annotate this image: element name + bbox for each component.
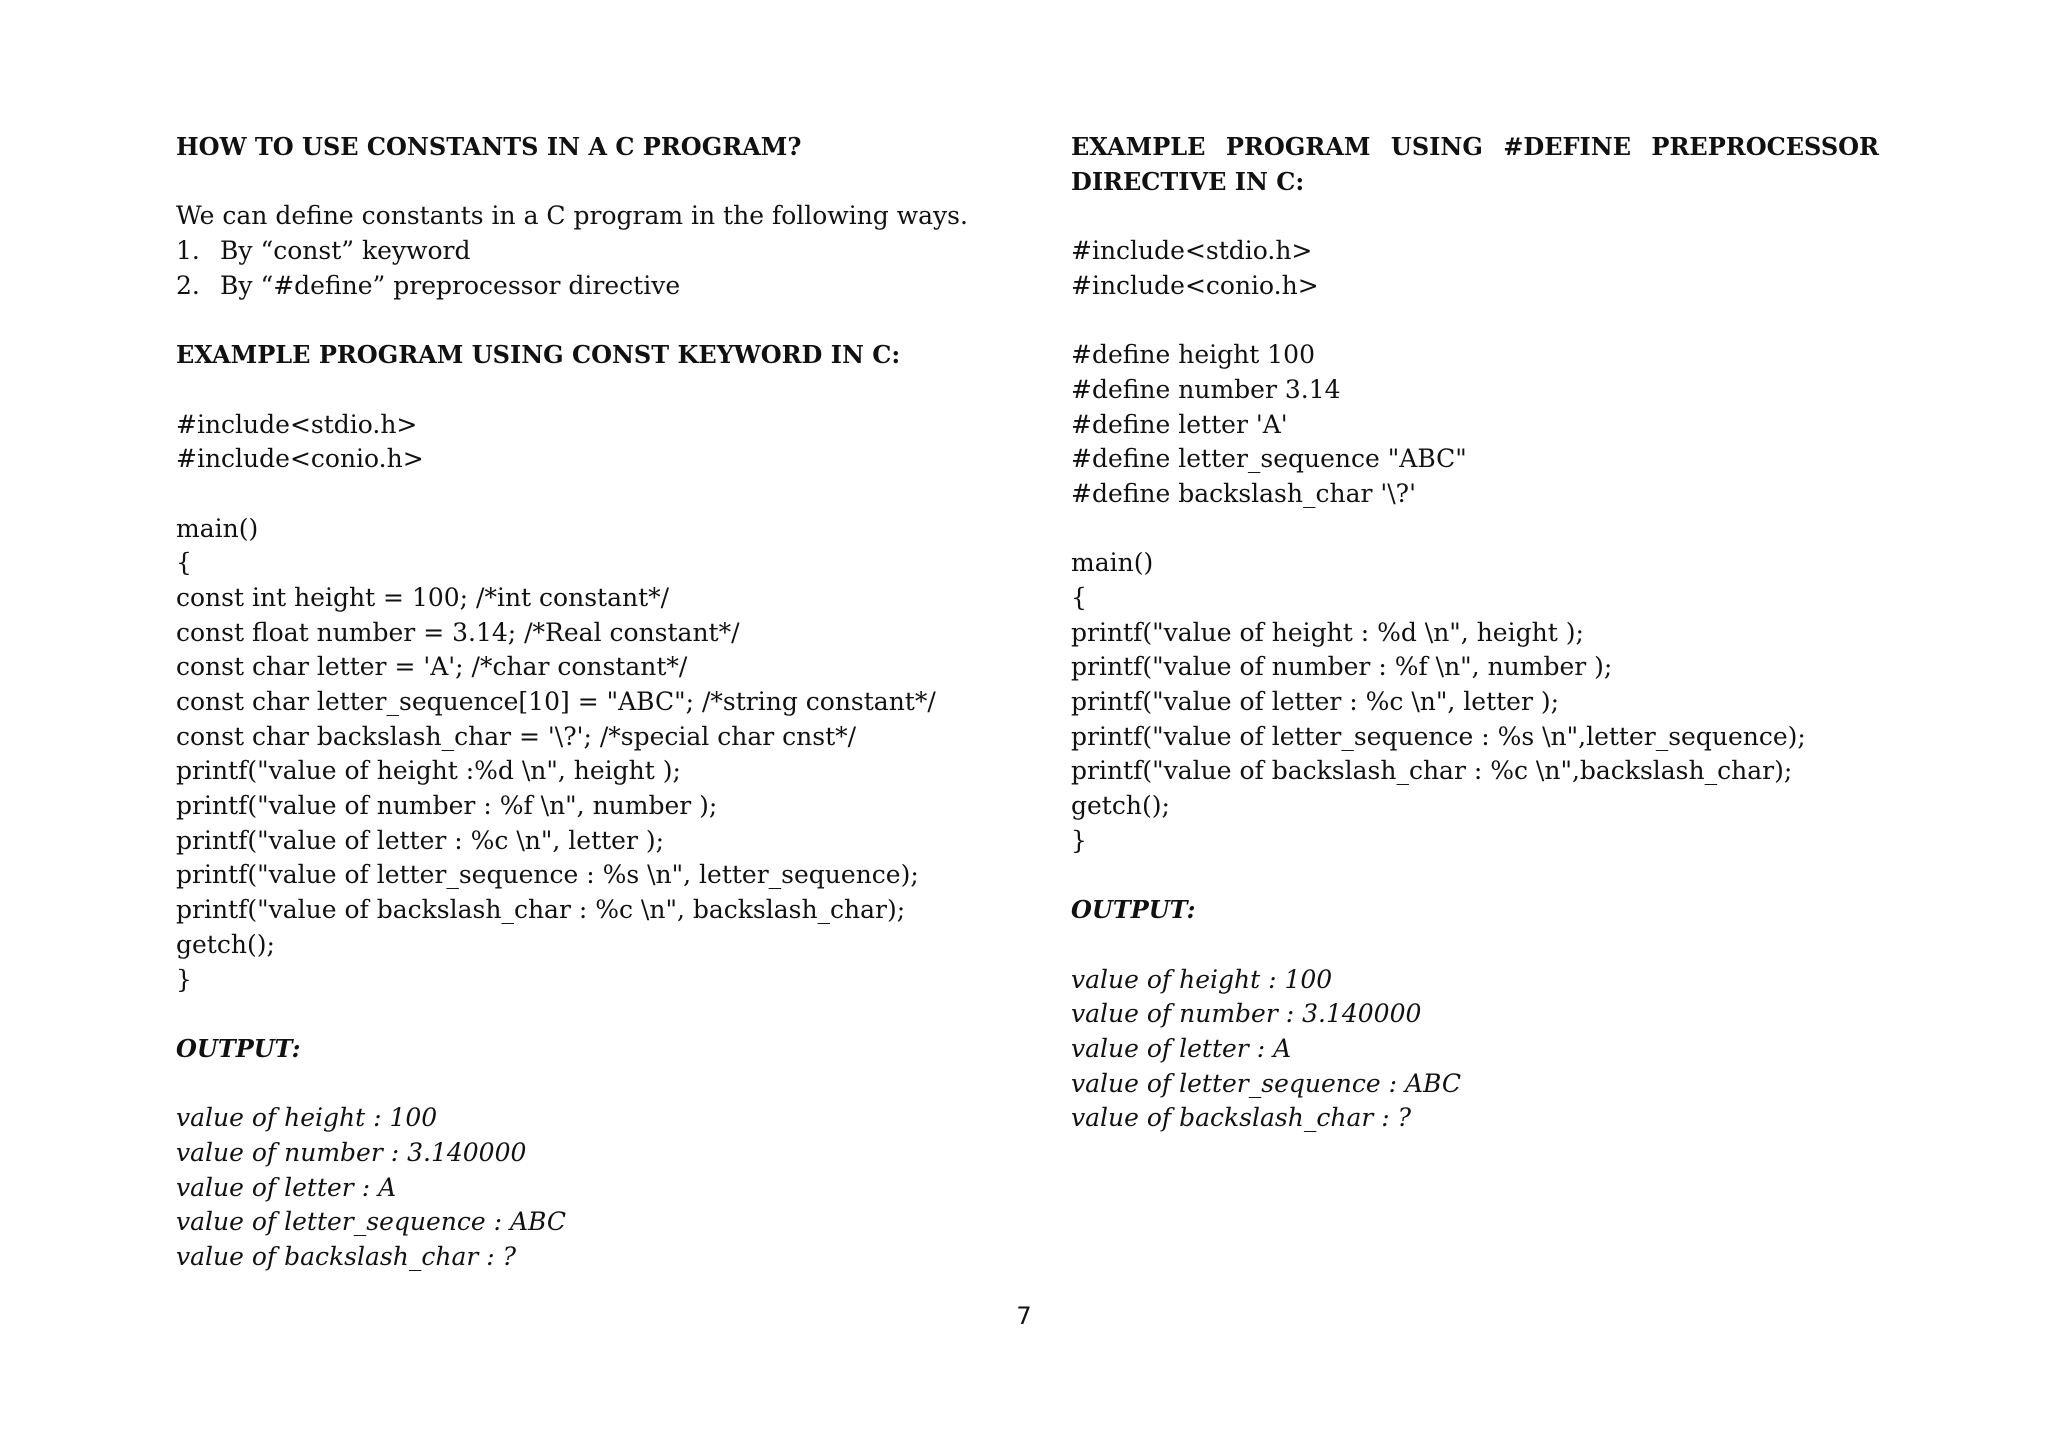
code-line: #define backslash_char '\?' bbox=[1071, 478, 1416, 508]
code-line: #include<stdio.h> bbox=[1071, 236, 1313, 266]
list-text: By “const” keyword bbox=[220, 236, 471, 266]
spacer bbox=[1071, 928, 1879, 963]
list-number: 1. bbox=[176, 236, 200, 266]
output-line: value of letter : A bbox=[176, 1172, 397, 1202]
left-column bbox=[176, 130, 986, 1275]
spacer bbox=[176, 303, 986, 338]
code-line: } bbox=[176, 964, 192, 994]
code-line: main() bbox=[1071, 548, 1154, 578]
code-line: const char letter = 'A'; /*char constant*/ bbox=[176, 652, 688, 682]
code-line: printf("value of backslash_char : %c \n",backslash_char); bbox=[1071, 756, 1793, 786]
code-line: #define height 100 bbox=[1071, 340, 1315, 370]
code-line: main() bbox=[176, 513, 259, 543]
output-line: value of number : 3.140000 bbox=[1071, 999, 1422, 1029]
spacer bbox=[1071, 199, 1879, 234]
code-line: getch(); bbox=[1071, 791, 1170, 821]
output-heading: OUTPUT: bbox=[176, 1033, 301, 1063]
spacer bbox=[176, 477, 986, 512]
spacer bbox=[176, 1067, 986, 1102]
code-line: #define letter 'A' bbox=[1071, 409, 1288, 439]
output-line: value of number : 3.140000 bbox=[176, 1137, 527, 1167]
output-line: value of backslash_char : ? bbox=[1071, 1103, 1412, 1133]
code-line: const float number = 3.14; /*Real constant*/ bbox=[176, 617, 740, 647]
list-item bbox=[176, 234, 986, 269]
section-heading: EXAMPLE PROGRAM USING #DEFINE PREPROCESSOR bbox=[1071, 132, 1879, 161]
spacer bbox=[1071, 512, 1879, 547]
spacer bbox=[176, 165, 986, 200]
output-line: value of backslash_char : ? bbox=[176, 1242, 517, 1271]
code-line: printf("value of letter_sequence : %s \n",letter_sequence); bbox=[1071, 721, 1806, 751]
section-heading: HOW TO USE CONSTANTS IN A C PROGRAM? bbox=[176, 132, 802, 161]
right-column bbox=[1071, 130, 1879, 1136]
code-line: #include<conio.h> bbox=[176, 444, 424, 474]
code-line: printf("value of letter_sequence : %s \n", letter_sequence); bbox=[176, 860, 919, 890]
code-line: { bbox=[1071, 582, 1087, 612]
code-line: printf("value of height : %d \n", height ); bbox=[1071, 617, 1584, 647]
list-number: 2. bbox=[176, 270, 200, 300]
output-heading: OUTPUT: bbox=[1071, 895, 1196, 925]
list-text: By “#define” preprocessor directive bbox=[220, 270, 681, 300]
output-line: value of height : 100 bbox=[176, 1103, 438, 1133]
code-line: getch(); bbox=[176, 929, 275, 959]
code-line: #include<stdio.h> bbox=[176, 409, 418, 439]
code-line: #include<conio.h> bbox=[1071, 270, 1319, 300]
list-item bbox=[176, 269, 986, 304]
code-line: #define number 3.14 bbox=[1071, 374, 1341, 404]
spacer bbox=[176, 997, 986, 1032]
code-line: printf("value of number : %f \n", number ); bbox=[176, 791, 718, 821]
page-number: 7 bbox=[1016, 1302, 1032, 1330]
code-line: const char backslash_char = '\?'; /*special char cnst*/ bbox=[176, 721, 857, 751]
code-line: printf("value of letter : %c \n", letter ); bbox=[1071, 687, 1560, 716]
code-line: { bbox=[176, 548, 192, 578]
spacer bbox=[176, 373, 986, 408]
example-heading: EXAMPLE PROGRAM USING CONST KEYWORD IN C: bbox=[176, 340, 901, 370]
intro-paragraph: We can define constants in a C program in the following ways. bbox=[176, 201, 968, 231]
code-line: printf("value of number : %f \n", number ); bbox=[1071, 652, 1613, 682]
code-line: const int height = 100; /*int constant*/ bbox=[176, 582, 670, 612]
output-line: value of letter : A bbox=[1071, 1033, 1292, 1063]
section-heading-continued: DIRECTIVE IN C: bbox=[1071, 166, 1305, 196]
spacer bbox=[1071, 303, 1879, 338]
code-line: printf("value of height :%d \n", height ); bbox=[176, 756, 681, 786]
code-line: const char letter_sequence[10] = "ABC"; /*string constant*/ bbox=[176, 687, 936, 716]
code-line: printf("value of backslash_char : %c \n", backslash_char); bbox=[176, 895, 906, 925]
code-line: #define letter_sequence "ABC" bbox=[1071, 444, 1467, 474]
output-line: value of letter_sequence : ABC bbox=[1071, 1068, 1462, 1098]
code-line: printf("value of letter : %c \n", letter ); bbox=[176, 825, 665, 855]
output-line: value of height : 100 bbox=[1071, 964, 1333, 994]
spacer bbox=[1071, 858, 1879, 893]
code-line: } bbox=[1071, 825, 1087, 855]
output-line: value of letter_sequence : ABC bbox=[176, 1207, 567, 1237]
